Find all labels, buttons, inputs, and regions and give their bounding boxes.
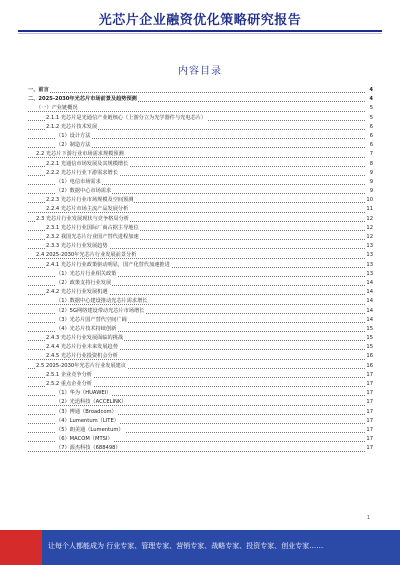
toc-entry[interactable] (28, 169, 373, 178)
toc-entry-text: 2.5 2025-2030年光芯片行业发展建议 (36, 362, 127, 369)
toc-entry-text: 2.2 光芯片下游行业市场需求规模预测 (36, 151, 124, 158)
toc-entry[interactable] (28, 334, 373, 343)
toc-entry[interactable] (28, 343, 373, 352)
toc-page-number: 7 (369, 150, 373, 159)
toc-page-number: 11 (365, 205, 373, 214)
toc-entry-text: （2）5G网络建设带动光芯片市场增长 (56, 307, 145, 314)
toc-page-number: 6 (369, 141, 373, 150)
toc-entry[interactable] (28, 435, 373, 444)
toc-entry[interactable] (28, 362, 373, 371)
toc-page-number: 16 (365, 362, 373, 371)
toc-page-number: 12 (365, 224, 373, 233)
toc-entry-text: 2.1.1 光芯片是光通信产业链核心（上游分立为光学器件与光电芯片） (46, 114, 207, 121)
header-divider-thin (18, 33, 382, 34)
toc-page-number: 17 (365, 426, 373, 435)
table-of-contents (28, 86, 373, 454)
toc-entry-text: 2.4.2 光芯片行业发展机遇 (46, 289, 108, 296)
toc-heading: 内容目录 (178, 66, 222, 77)
toc-entry-text: （7）源杰科技（688498） (56, 445, 121, 452)
footer-accent (0, 530, 42, 565)
toc-page-number: 9 (369, 169, 373, 178)
toc-page-number: 14 (365, 288, 373, 297)
toc-entry[interactable] (28, 104, 373, 113)
footer-slogan: 让每个人都能成为 行业专家、管理专家、营销专家、战略专家、投资专家、创业专家…… (48, 542, 324, 550)
toc-entry-text: 2.3.1 光芯片行业国际厂商占据主导地位 (46, 224, 139, 231)
toc-entry-text: （一）产业链概况 (36, 105, 78, 112)
toc-page-number: 13 (365, 251, 373, 260)
toc-entry[interactable] (28, 123, 373, 132)
toc-entry-text: 2.4.5 光芯片行业投资机会分析 (46, 353, 118, 360)
toc-entry[interactable] (28, 444, 373, 453)
toc-page-number: 17 (365, 435, 373, 444)
toc-entry-text: （2）制造方法 (56, 142, 91, 149)
page-number: 1 (366, 515, 370, 521)
toc-page-number: 6 (369, 123, 373, 132)
toc-entry[interactable] (28, 380, 373, 389)
toc-entry[interactable] (28, 316, 373, 325)
toc-page-number: 9 (369, 178, 373, 187)
toc-entry[interactable] (28, 196, 373, 205)
toc-entry-text: 2.4.4 光芯片行业未来发展趋势 (46, 344, 118, 351)
toc-entry-text: 2.3.2 我国光芯片行业国产替代进程加速 (46, 234, 139, 240)
toc-entry-text: （5）朗美通（Lumentum） (56, 426, 124, 433)
toc-page-number: 4 (368, 86, 373, 95)
toc-entry-text: （3）光芯片国产替代空间广阔 (56, 316, 127, 323)
toc-entry[interactable] (28, 205, 373, 214)
toc-entry[interactable] (28, 270, 373, 279)
toc-page-number: 13 (365, 261, 373, 270)
page-footer (0, 530, 400, 565)
toc-entry-text: （1）电信市场需求 (56, 178, 101, 185)
toc-page-number: 17 (365, 398, 373, 407)
toc-page-number: 12 (365, 233, 373, 242)
toc-entry-text: （2）光迅科技（ACCELINK） (56, 399, 127, 406)
toc-entry[interactable] (28, 307, 373, 316)
toc-entry-text: 2.4 2025-2030年光芯片行业发展前景分析 (36, 252, 137, 259)
toc-entry-text: （4）光芯片技术持续创新 (56, 325, 117, 332)
toc-page-number: 15 (365, 334, 373, 343)
toc-entry[interactable] (28, 352, 373, 361)
toc-entry-text: 2.5.2 重点企业分析 (46, 381, 92, 387)
toc-entry[interactable] (28, 160, 373, 169)
toc-entry[interactable] (28, 242, 373, 251)
toc-page-number: 5 (369, 114, 373, 123)
toc-entry-text: （1）设计方法 (56, 132, 91, 139)
toc-entry-text: 2.2.4 光芯片市场主流产品发展分析 (46, 206, 129, 213)
toc-entry[interactable] (28, 389, 373, 398)
toc-page-number: 17 (365, 417, 373, 426)
toc-entry[interactable] (28, 132, 373, 141)
toc-entry[interactable] (28, 114, 373, 123)
toc-entry[interactable] (28, 251, 373, 260)
toc-entry[interactable] (28, 398, 373, 407)
toc-entry[interactable] (28, 187, 373, 196)
toc-entry[interactable] (28, 215, 373, 224)
toc-entry-text: 2.3 光芯片行业发展现状与竞争格局分析 (36, 215, 129, 222)
toc-entry[interactable] (28, 224, 373, 233)
toc-page-number: 14 (365, 316, 373, 325)
toc-entry[interactable] (28, 408, 373, 417)
toc-entry[interactable] (28, 150, 373, 159)
toc-leader-dots (28, 92, 365, 93)
toc-entry-text: （1）光芯片行业相关政策 (56, 270, 117, 277)
toc-page-number: 17 (365, 444, 373, 453)
toc-page-number: 17 (365, 371, 373, 380)
toc-page-number: 10 (365, 196, 373, 205)
toc-entry[interactable] (28, 297, 373, 306)
toc-entry[interactable] (28, 371, 373, 380)
toc-page-number: 17 (365, 380, 373, 389)
toc-entry[interactable] (28, 95, 373, 104)
toc-page-number: 6 (369, 132, 373, 141)
toc-entry-text: 2.2.2 光芯片行业下游需求增长 (46, 169, 118, 176)
toc-entry-text: 2.4.3 光芯片行业发展面临的挑战 (46, 335, 124, 342)
toc-page-number: 5 (369, 104, 373, 113)
toc-entry[interactable] (28, 141, 373, 150)
toc-page-number: 17 (365, 408, 373, 417)
toc-entry-text: 一、前言 (28, 87, 49, 93)
toc-entry-text: 二、2025-2030年光芯片市场前景及趋势预测 (28, 96, 137, 103)
toc-entry-text: （2）数据中心市场需求 (56, 188, 112, 195)
toc-page-number: 17 (365, 389, 373, 398)
toc-entry-text: 2.1.2 光芯片技术发展 (46, 123, 98, 130)
toc-entry[interactable] (28, 325, 373, 334)
toc-entry[interactable] (28, 288, 373, 297)
toc-entry-text: （4）Lumentum（LITE） (56, 417, 119, 424)
toc-page-number: 14 (365, 297, 373, 306)
toc-page-number: 8 (369, 160, 373, 169)
toc-entry-text: （1）华为（HUAWEI） (56, 390, 112, 397)
toc-entry[interactable] (28, 426, 373, 435)
toc-entry-text: （3）博通（Broadcom） (56, 408, 117, 415)
toc-page-number: 12 (365, 215, 373, 224)
toc-entry[interactable] (28, 417, 373, 426)
toc-page-number: 4 (368, 95, 373, 104)
toc-page-number: 16 (365, 352, 373, 361)
toc-entry-text: 2.3.3 光芯片行业发展趋势 (46, 243, 108, 250)
toc-page-number: 9 (369, 187, 373, 196)
toc-entry[interactable] (28, 178, 373, 187)
report-title: 光芯片企业融资优化策略研究报告 (98, 13, 302, 28)
toc-page-number: 14 (365, 307, 373, 316)
page-header (0, 0, 400, 34)
toc-entry[interactable] (28, 86, 373, 95)
toc-page-number: 14 (365, 279, 373, 288)
toc-page-number: 13 (365, 242, 373, 251)
toc-entry-text: （2）政策支持行业发展 (56, 279, 112, 286)
toc-page-number: 15 (365, 343, 373, 352)
toc-entry-text: 2.5.1 企业竞争分析 (46, 371, 92, 378)
toc-entry-text: 2.4.1 光芯片行业政策驱动明显，国产化替代加速推进 (46, 261, 170, 268)
toc-page-number: 13 (365, 270, 373, 279)
toc-page-number: 15 (365, 325, 373, 334)
toc-entry[interactable] (28, 279, 373, 288)
toc-entry-text: 2.2.1 光通信市场发展及其规模增长 (46, 160, 129, 167)
toc-entry[interactable] (28, 261, 373, 270)
toc-entry-text: （1）数据中心建设推动光芯片需求增长 (56, 298, 148, 305)
toc-entry-text: （6）MACOM（MTSI） (56, 436, 113, 443)
header-divider (18, 30, 382, 32)
toc-entry[interactable] (28, 233, 373, 242)
toc-entry-text: 2.2.3 光芯片行业市场规模及空间预测 (46, 197, 134, 204)
